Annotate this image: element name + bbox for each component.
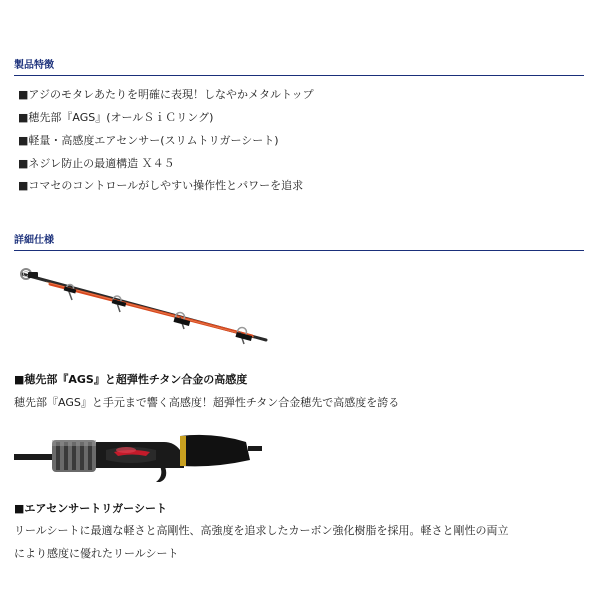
specs-divider <box>14 250 584 251</box>
reel-seat-image <box>14 420 262 482</box>
feature-item-3: ■軽量・高感度エアセンサー(スリムトリガーシート) <box>18 134 279 147</box>
rod-blank <box>14 454 54 460</box>
ags-heading: ■穂先部『AGS』と超弾性チタン合金の高感度 <box>14 373 248 386</box>
ags-description: 穂先部『AGS』と手元まで響く高感度！超弾性チタン合金穂先で高感度を誇る <box>14 396 400 409</box>
airsensor-heading: ■エアセンサートリガーシート <box>14 502 167 515</box>
guide-icon <box>173 313 190 330</box>
feature-item-5: ■コマセのコントロールがしやすい操作性とパワーを追求 <box>18 179 304 192</box>
feature-item-2: ■穂先部『AGS』(オールＳｉＣリング) <box>18 111 214 124</box>
rear-grip <box>180 435 250 467</box>
airsensor-description-line1: リールシートに最適な軽さと高剛性、高強度を追求したカーボン強化樹脂を採用。軽さと剛性の両立 <box>14 524 509 537</box>
features-divider <box>14 75 584 76</box>
feature-item-1: ■アジのモタレあたりを明確に表現！しなやかメタルトップ <box>18 88 314 101</box>
features-title: 製品特徴 <box>14 60 54 71</box>
rod-tip-image <box>14 262 274 354</box>
specs-title: 詳細仕様 <box>14 235 54 246</box>
guide-icon <box>112 296 127 312</box>
tip-guide-icon <box>21 269 38 279</box>
airsensor-description-line2: により感度に優れたリールシート <box>14 547 179 560</box>
feature-item-4: ■ネジレ防止の最適構造 Ｘ４５ <box>18 157 175 170</box>
gold-ring <box>180 436 186 466</box>
reel-nut <box>52 440 96 472</box>
guide-icon <box>235 328 252 345</box>
